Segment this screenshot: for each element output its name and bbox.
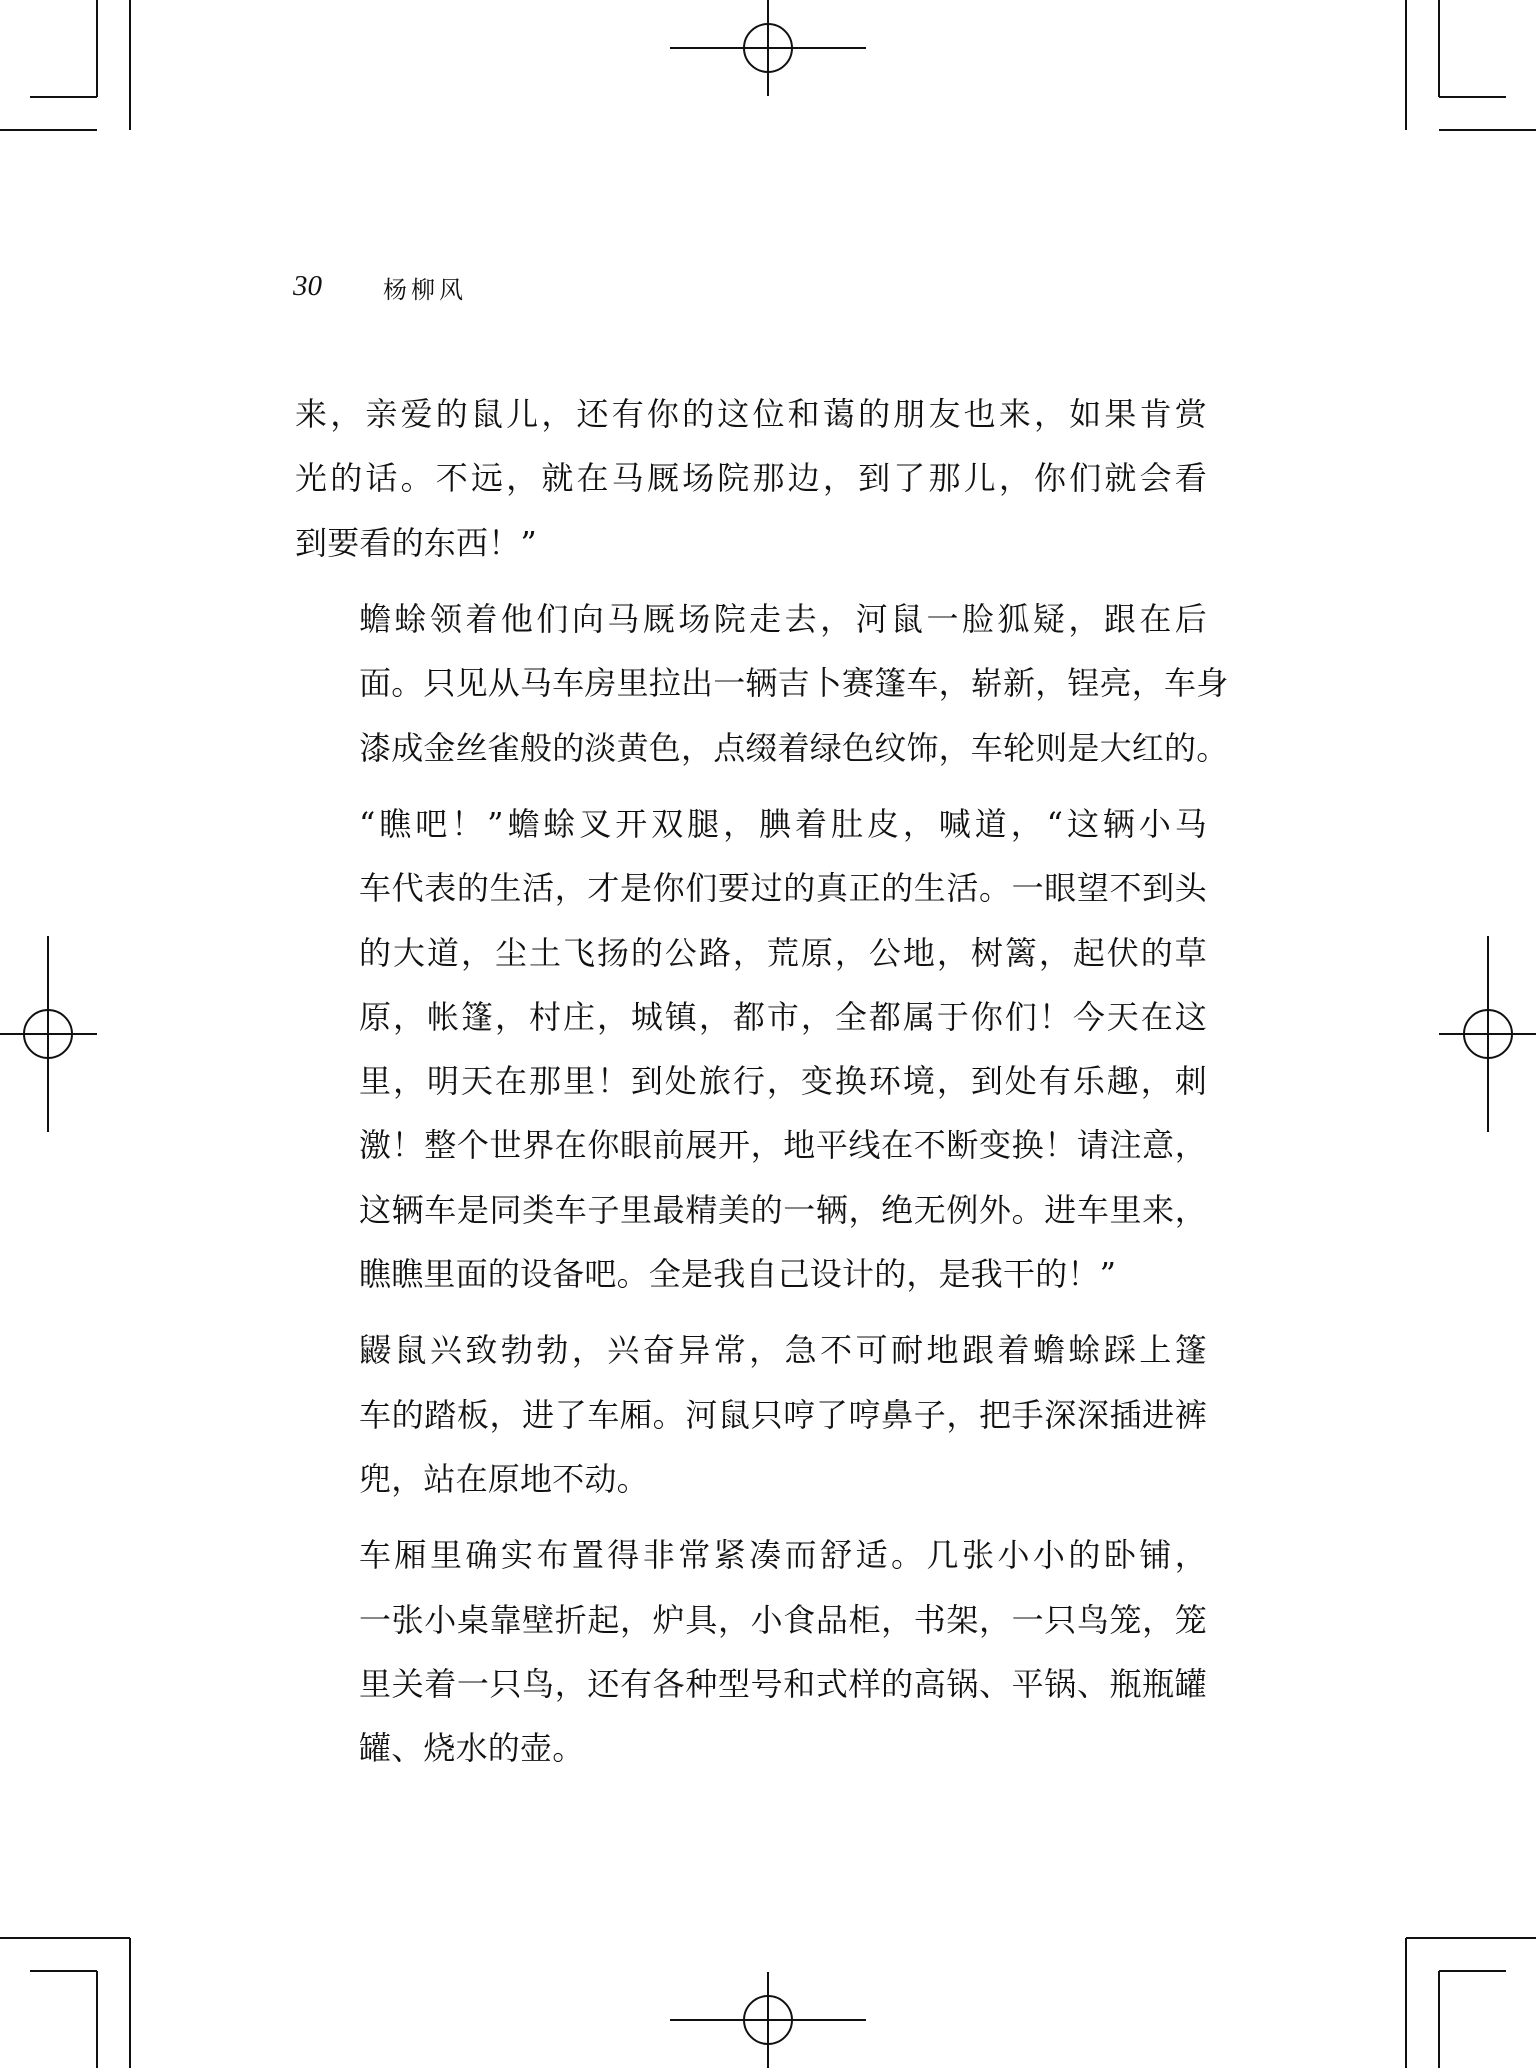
paragraph bbox=[295, 1318, 1207, 1511]
text-line: 来，亲爱的鼠儿，还有你的这位和蔼的朋友也来，如果肯赏 bbox=[295, 395, 1207, 433]
paragraph bbox=[295, 792, 1207, 1306]
text-line: 罐、烧水的壶。 bbox=[359, 1729, 585, 1768]
body-text bbox=[295, 382, 1229, 1793]
text-line: 激！整个世界在你眼前展开，地平线在不断变换！请注意， bbox=[359, 1126, 1207, 1165]
text-line: 瞧瞧里面的设备吧。全是我自己设计的，是我干的！” bbox=[359, 1255, 1117, 1294]
text-line: 里关着一只鸟，还有各种型号和式样的高锅、平锅、瓶瓶罐 bbox=[359, 1665, 1207, 1704]
text-line: “瞧吧！”蟾蜍叉开双腿，腆着肚皮，喊道，“这辆小马 bbox=[359, 804, 1207, 843]
text-line: 车厢里确实布置得非常紧凑而舒适。几张小小的卧铺， bbox=[359, 1536, 1207, 1575]
text-line: 车代表的生活，才是你们要过的真正的生活。一眼望不到头 bbox=[359, 869, 1207, 908]
text-line: 鼹鼠兴致勃勃，兴奋异常，急不可耐地跟着蟾蜍踩上篷 bbox=[359, 1331, 1207, 1370]
text-line: 蟾蜍领着他们向马厩场院走去，河鼠一脸狐疑，跟在后 bbox=[359, 599, 1207, 638]
text-line: 漆成金丝雀般的淡黄色，点缀着绿色纹饰，车轮则是大红的。 bbox=[359, 728, 1229, 767]
text-line: 兜，站在原地不动。 bbox=[359, 1460, 649, 1499]
page-number: 30 bbox=[293, 270, 322, 302]
text-line: 光的话。不远，就在马厩场院那边，到了那儿，你们就会看 bbox=[295, 459, 1207, 498]
text-line: 面。只见从马车房里拉出一辆吉卜赛篷车，崭新，锃亮，车身 bbox=[359, 664, 1229, 703]
paragraph bbox=[295, 382, 1207, 575]
paragraph bbox=[295, 1523, 1207, 1780]
text-line: 里，明天在那里！到处旅行，变换环境，到处有乐趣，刺 bbox=[359, 1062, 1207, 1101]
running-title: 杨柳风 bbox=[383, 276, 467, 304]
running-header bbox=[293, 262, 1243, 312]
text-line: 一张小桌靠壁折起，炉具，小食品柜，书架，一只鸟笼，笼 bbox=[359, 1600, 1207, 1639]
text-line: 到要看的东西！” bbox=[295, 523, 537, 562]
text-line: 原，帐篷，村庄，城镇，都市，全都属于你们！今天在这 bbox=[359, 997, 1207, 1036]
text-line: 车的踏板，进了车厢。河鼠只哼了哼鼻子，把手深深插进裤 bbox=[359, 1395, 1207, 1434]
paragraph bbox=[295, 587, 1229, 780]
text-line: 这辆车是同类车子里最精美的一辆，绝无例外。进车里来， bbox=[359, 1190, 1207, 1229]
text-line: 的大道，尘土飞扬的公路，荒原，公地，树篱，起伏的草 bbox=[359, 933, 1207, 972]
